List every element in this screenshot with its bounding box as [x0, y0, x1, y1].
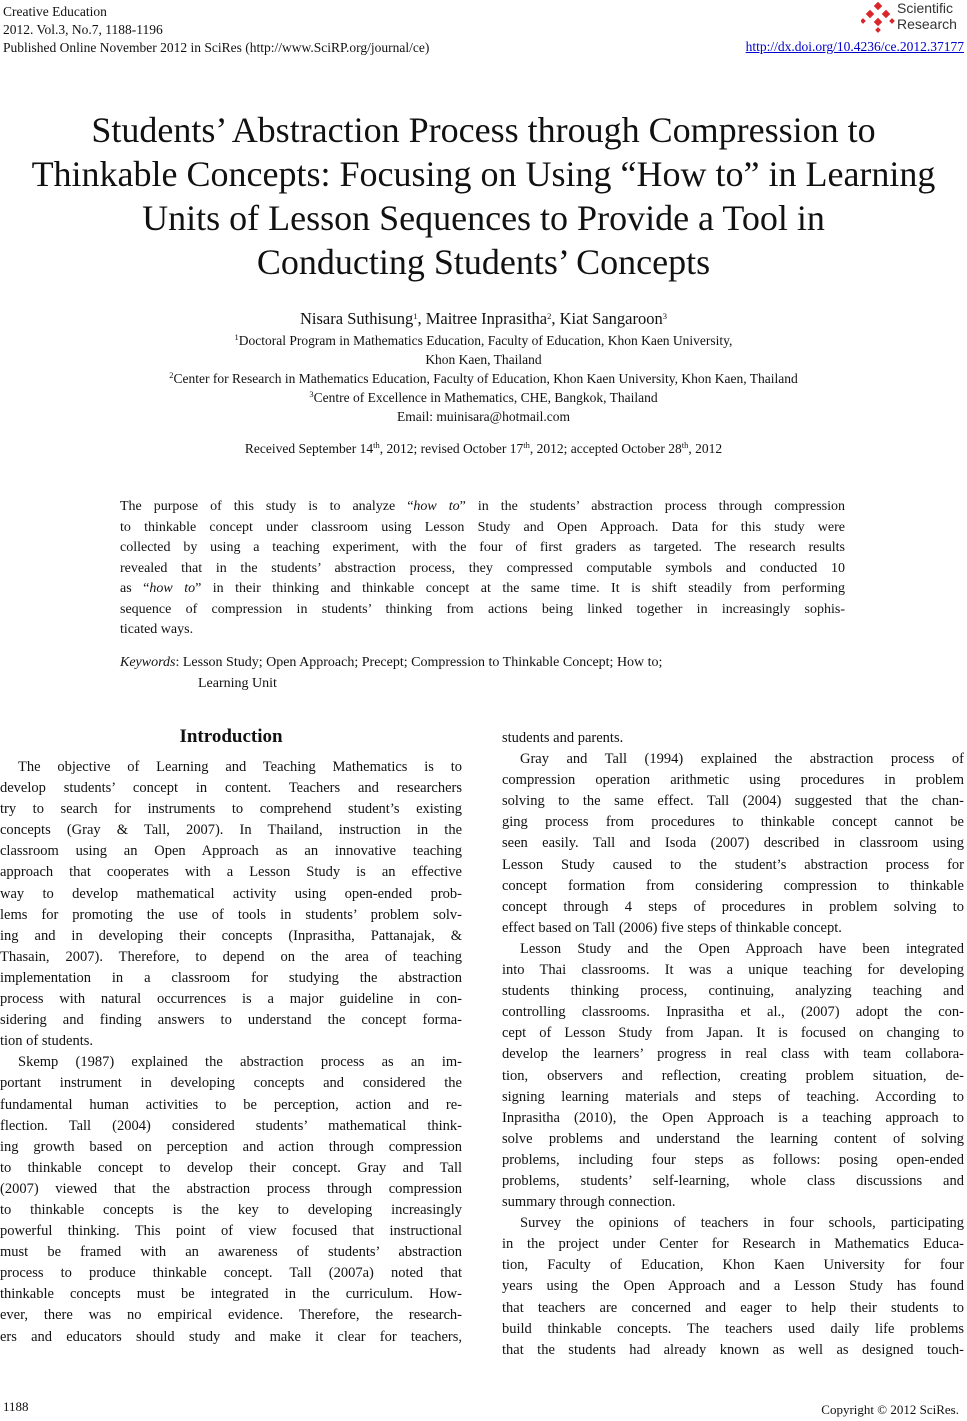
abstract-line [120, 497, 845, 518]
scientific-research-logo-icon [861, 2, 895, 34]
abstract-emphasis: how to [149, 581, 196, 596]
date-text: Received September 14 [244, 441, 374, 456]
section-heading: Introduction [179, 726, 283, 747]
abstract-line: to thinkable concept under classroom using Lesson Study and Open Approach. Data for this study were [120, 519, 845, 535]
body-line: process to produce thinkable concept. Tall (2007a) noted that [0, 1265, 462, 1282]
body-line: ever, there was no empirical evidence. Therefore, the research- [0, 1307, 462, 1324]
abstract-emphasis: how to [413, 499, 460, 514]
body-line: develop the learners’ progress in real class with team collabora- [502, 1046, 964, 1063]
body-line: ing growth based on perception and action through compression [0, 1138, 462, 1155]
body-line: must be framed with an awareness of students’ abstraction [0, 1244, 462, 1261]
body-line: cept of Lesson Study from Japan. It is focused on changing to [502, 1025, 964, 1042]
logo-text [897, 0, 957, 32]
body-line: tion, Faculty of Education, Khon Kaen University for four [502, 1257, 964, 1274]
body-line: ing and in developing their concepts (Inprasitha, Pattanajak, & [0, 927, 462, 944]
abstract-text: as “ [120, 581, 150, 596]
body-line: solve problems and understand the learning content of solving [502, 1130, 964, 1147]
body-line: develop students’ concept in content. Teachers and researchers [0, 780, 462, 797]
author-name: , Maitree Inprasitha [417, 309, 548, 328]
body-line: problems, including four steps as follows: posing open-ended [502, 1151, 964, 1168]
body-line: that the students had already known as well as designed touch- [502, 1341, 964, 1358]
author-affil-mark: 3 [662, 311, 667, 321]
abstract-text: ” in the students’ abstraction process through compression [459, 499, 845, 514]
body-line: to thinkable concept to develop their concept. Gray and Tall [0, 1159, 462, 1176]
body-line: into Thai classrooms. It was a unique teaching for developing [502, 962, 964, 979]
date-text: , 2012; accepted October 28 [529, 441, 682, 456]
affiliation-text: Doctoral Program in Mathematics Education, Faculty of Education, Khon Kaen University, [238, 333, 733, 348]
body-line: concept formation from considering compression to thinkable [502, 877, 964, 894]
affil-mark: 3 [309, 389, 314, 399]
body-line: seen easily. Tall and Isoda (2007) described in classroom using [502, 835, 964, 852]
page-number: 1188 [3, 1399, 29, 1414]
body-line: concept through 4 steps of procedures in problem solving to [502, 898, 964, 915]
body-line: concepts (Gray & Tall, 2007). In Thailand, instruction in the [0, 822, 462, 839]
author-name: Nisara Suthisung [300, 309, 414, 328]
body-line: The objective of Learning and Teaching Mathematics is to [18, 759, 462, 775]
body-column-left [0, 725, 462, 1348]
abstract-line: sequence of compression in students’ thinking from actions being linked together in increasingly sophis- [120, 601, 845, 617]
affiliation-text: Center for Research in Mathematics Education, Faculty of Education, Khon Kaen University, Khon Kaen, Thailand [173, 371, 798, 386]
body-line: compression operation arithmetic using procedures in problem [502, 772, 964, 789]
body-line: way to develop mathematical activity using open-ended prob- [0, 885, 462, 902]
abstract-line: revealed that in the students’ abstraction process, they compressed computable symbols and conducted 10 [120, 560, 845, 576]
doi-link[interactable]: http://dx.doi.org/10.4236/ce.2012.37177 [745, 39, 964, 54]
journal-header [3, 3, 429, 57]
body-line: fundamental human activities to be perception, action and re- [0, 1096, 462, 1113]
date-suffix: th [523, 440, 530, 450]
body-line: approach that cooperates with a Lesson Study is an effective [0, 864, 462, 881]
date-text: , 2012 [688, 441, 723, 456]
affiliation-line [0, 331, 967, 350]
body-line: signing learning materials and steps of teaching. According to [502, 1088, 964, 1105]
received-dates [0, 441, 967, 457]
body-line: (2007) viewed that the abstraction process through compression [0, 1180, 462, 1197]
body-line: in the project under Center for Research in Mathematics Educa- [502, 1236, 964, 1253]
body-line: problems, students’ self-learning, whole class discussions and [502, 1172, 964, 1189]
body-line: ging process from procedures to thinkable concept cannot be [502, 814, 964, 831]
affiliation-line [0, 369, 967, 388]
body-line: summary through connection. [502, 1194, 676, 1211]
title-line: Thinkable Concepts: Focusing on Using “How to” in Learning [31, 154, 936, 194]
body-line: tion of students. [0, 1033, 94, 1050]
body-column-right [502, 728, 964, 1361]
published-info: Published Online November 2012 in SciRes (http://www.SciRP.org/journal/ce) [3, 40, 430, 55]
title-line: Students’ Abstraction Process through Compression to [91, 110, 876, 150]
email-line: Email: muinisara@hotmail.com [397, 409, 570, 424]
affiliation-text: Centre of Excellence in Mathematics, CHE, Bangkok, Thailand [313, 390, 658, 405]
logo-line-2: Research [897, 16, 957, 32]
body-line: lems for promoting the use of tools in students’ problem solv- [0, 906, 462, 923]
body-line: Lesson Study and the Open Approach have been integrated [520, 940, 964, 957]
abstract-line [120, 579, 845, 600]
body-line: tion, observers and reflection, creating problem situation, de- [502, 1067, 964, 1084]
abstract-text: The purpose of this study is to analyze “ [120, 499, 414, 514]
body-line: Inprasitha (2010), the Open Approach is a teaching approach to [502, 1109, 964, 1126]
abstract-line: ticated ways. [120, 622, 194, 637]
body-line: years using the Open Approach and a Lesson Study has found [502, 1278, 964, 1295]
body-line: students thinking process, continuing, analyzing teaching and [502, 983, 964, 1000]
keywords-list: : Lesson Study; Open Approach; Precept; Compression to Thinkable Concept; How to; [175, 655, 663, 670]
affil-mark: 1 [234, 332, 239, 342]
body-line: sidering and finding answers to understand the concept forma- [0, 1012, 462, 1029]
author-affil-mark: 2 [547, 311, 552, 321]
body-line: ers and educators should study and make it clear for teachers, [0, 1328, 462, 1345]
title-line: Conducting Students’ Concepts [256, 242, 711, 282]
body-line: to thinkable concepts is the key to developing increasingly [0, 1201, 462, 1218]
body-line: powerful thinking. This point of view focused that instructional [0, 1223, 462, 1240]
author-affil-mark: 1 [413, 311, 418, 321]
body-line: controlling classrooms. Inprasitha et al., (2007) adopt the con- [502, 1004, 964, 1021]
paper-title [0, 108, 967, 284]
affiliation-line: Khon Kaen, Thailand [425, 352, 542, 367]
body-line: build thinkable concepts. The teachers used daily life problems [502, 1320, 964, 1337]
body-line: Gray and Tall (1994) explained the abstraction process of [520, 751, 964, 768]
body-line: flection. Tall (2004) considered students’ mathematical think- [0, 1117, 462, 1134]
body-line: Lesson Study caused to the student’s abstraction process for [502, 856, 964, 873]
logo-line-1: Scientific [897, 0, 954, 16]
body-line: Survey the opinions of teachers in four schools, participating [520, 1215, 964, 1232]
body-line: process with natural occurrences is a major guideline in con- [0, 991, 462, 1008]
abstract-line: collected by using a teaching experiment, with the four of first graders as targeted. The research results [120, 540, 845, 555]
date-text: , 2012; revised October 17 [379, 441, 524, 456]
body-line: classroom using an Open Approach as an innovative teaching [0, 843, 462, 860]
journal-name: Creative Education [3, 4, 107, 19]
body-line: solving to the same effect. Tall (2004) suggested that the chan- [502, 793, 964, 810]
date-suffix: th [373, 440, 380, 450]
title-line: Units of Lesson Sequences to Provide a Tool in [142, 198, 825, 238]
body-line: Skemp (1987) explained the abstraction process as an im- [18, 1054, 462, 1071]
abstract-text: ” in their thinking and thinkable concept at the same time. It is shift steadily from performing [195, 581, 845, 596]
affil-mark: 2 [169, 370, 174, 380]
date-suffix: th [681, 440, 689, 450]
body-line: effect based on Tall (2006) five steps of thinkable concept. [502, 919, 842, 936]
keywords [120, 653, 662, 694]
author-list [0, 309, 967, 329]
abstract [120, 497, 845, 641]
journal-volume: 2012. Vol.3, No.7, 1188-1196 [3, 22, 163, 37]
author-name: , Kiat Sangaroon [551, 309, 663, 328]
body-line: thinkable concepts must be integrated in the curriculum. How- [0, 1286, 462, 1303]
publisher-logo [861, 0, 961, 36]
body-line: students and parents. [502, 730, 624, 746]
affiliation-line [0, 388, 967, 407]
copyright: Copyright © 2012 SciRes. [821, 1402, 959, 1417]
body-line: try to search for instruments to comprehend student’s existing [0, 801, 462, 818]
body-line: that teachers are concerned and eager to help their students to [502, 1299, 964, 1316]
body-line: implementation in a classroom for studying the abstraction [0, 969, 462, 986]
keywords-list-cont: Learning Unit [198, 675, 277, 691]
body-line: Thasain, 2007). Therefore, to depend on the area of teaching [0, 948, 462, 965]
affiliations [0, 331, 967, 426]
body-line: portant instrument in developing concepts and considered the [0, 1075, 462, 1092]
keywords-label: Keywords [120, 655, 176, 670]
